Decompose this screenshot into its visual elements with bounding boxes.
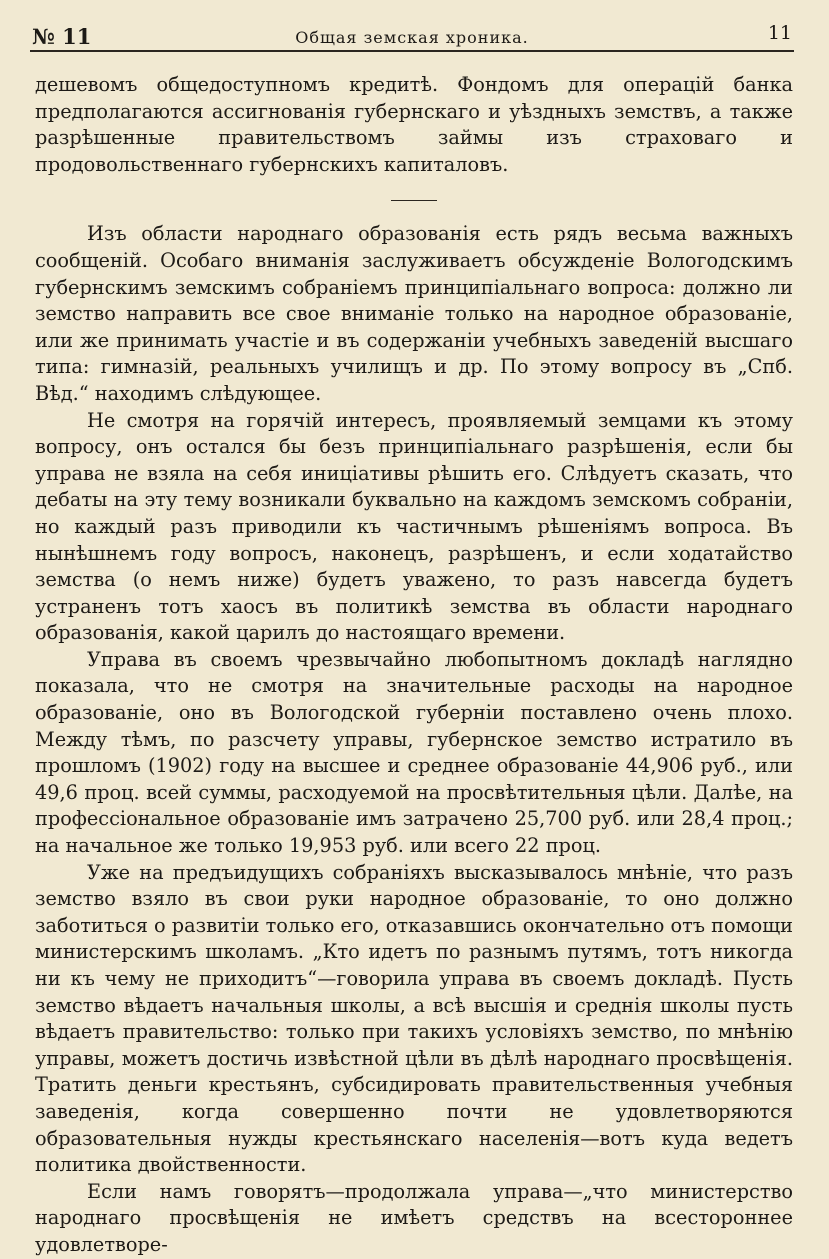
issue-number: № 11 bbox=[32, 24, 92, 49]
section-title: Общая земская хроника. bbox=[295, 28, 529, 47]
section-divider bbox=[391, 200, 437, 201]
paragraph: Если намъ говорятъ—продолжала управа—„что министерство народнаго просвѣщенія не имѣетъ средствъ на всестороннее удовлетворе- bbox=[35, 1179, 793, 1256]
paragraph: Изъ области народнаго образованія есть рядъ весьма важныхъ сообщеній. Особаго вниманія заслуживаетъ обсужденіе Вологодскимъ губернскимъ земскимъ собраніемъ принципіальнаго вопроса: должно ли земство направить все свое вниманіе только на народное образованіе, или же принимать участіе и въ содержаніи учебныхъ заведеній высшаго типа: гимназій, реальныхъ училищъ и др. По этому вопросу въ „Спб. Вѣд.“ находимъ слѣдующее. bbox=[35, 222, 793, 405]
paragraph: дешевомъ общедоступномъ кредитѣ. Фондомъ для операцій банка предполагаются ассигнованія губернскаго и уѣздныхъ земствъ, а также разрѣшенные правительствомъ займы изъ страховаго и продовольственнаго губернскихъ капиталовъ. bbox=[35, 73, 793, 176]
paragraph: Управа въ своемъ чрезвычайно любопытномъ докладѣ наглядно показала, что не смотря на значительные расходы на народное образованіе, оно въ Вологодской губерніи поставлено очень плохо. Между тѣмъ, по разсчету управы, губернское земство истратило въ прошломъ (1902) году на высшее и среднее образованіе 44,906 руб., или 49,6 проц. всей суммы, расходуемой на просвѣтительныя цѣли. Далѣе, на профессіональное образованіе имъ затрачено 25,700 руб. или 28,4 проц.; на начальное же только 19,953 руб. или всего 22 проц. bbox=[35, 647, 793, 858]
paragraph: Уже на предъидущихъ собраніяхъ высказывалось мнѣніе, что разъ земство взяло въ свои руки народное образованіе, то оно должно заботиться о развитіи только его, отказавшись окончательно отъ помощи министерскимъ школамъ. „Кто идетъ по разнымъ путямъ, тотъ никогда ни къ чему не приходитъ“—говорила управа въ своемъ докладѣ. Пусть земство вѣдаетъ начальныя школы, а всѣ высшія и среднія школы пусть вѣдаетъ правительство: только при такихъ условіяхъ земство, по мнѣнію управы, можетъ достичь извѣстной цѣли въ дѣлѣ народнаго просвѣщенія. Тратить деньги крестьянъ, субсидировать правительственныя учебныя заведенія, когда совершенно почти не удовлетворяются образовательныя нужды крестьянскаго населенія—вотъ куда ведетъ политика двойственности. bbox=[35, 860, 793, 1177]
text-body bbox=[35, 72, 793, 1259]
running-header bbox=[30, 20, 794, 52]
page-number: 11 bbox=[767, 22, 792, 44]
paragraph: Не смотря на горячій интересъ, проявляемый земцами къ этому вопросу, онъ остался бы безъ принципіальнаго разрѣшенія, если бы управа не взяла на себя иниціативы рѣшить его. Слѣдуетъ сказать, что дебаты на эту тему возникали буквально на каждомъ земскомъ собраніи, но каждый разъ приводили къ частичнымъ рѣшеніямъ вопроса. Въ нынѣшнемъ году вопросъ, наконецъ, разрѣшенъ, и если ходатайство земства (о немъ ниже) будетъ уважено, то разъ навсегда будетъ устраненъ тотъ хаосъ въ политикѣ земства въ области народнаго образованія, какой царилъ до настоящаго времени. bbox=[35, 408, 793, 645]
